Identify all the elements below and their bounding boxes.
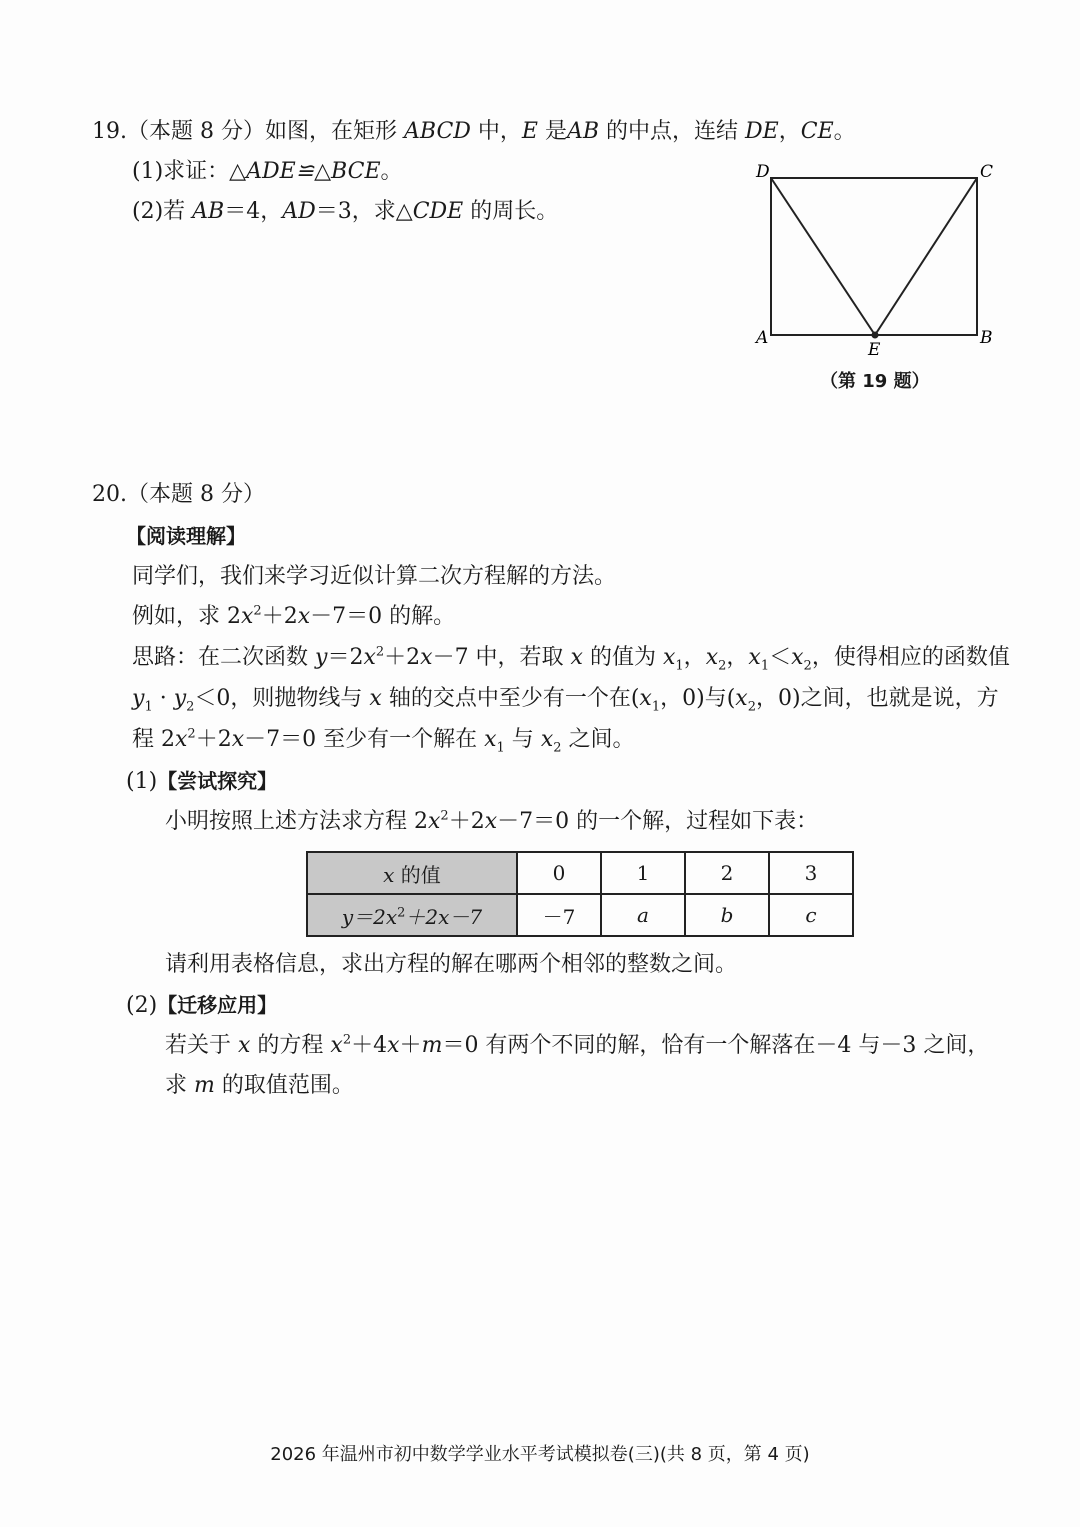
q19-figure xyxy=(748,158,1008,358)
segment-ce xyxy=(875,178,977,335)
q20-part1-heading: (1)【尝试探究】 xyxy=(126,769,278,794)
page-footer: 2026 年温州市初中数学学业水平考试模拟卷(三)(共 8 页，第 4 页) xyxy=(270,1444,810,1465)
q20-section-try: 【尝试探究】 xyxy=(157,769,278,793)
table-header-cell: $y=2x^2+2x-7$ xyxy=(307,894,517,936)
label-d: D xyxy=(756,162,770,182)
table-cell: c xyxy=(769,894,853,936)
table-cell: a xyxy=(601,894,685,936)
q20-apply-line2: 求 m 的取值范围。 xyxy=(165,1073,354,1098)
q20-try-text: 小明按照上述方法求方程 $2x^2+2x-7=0$ 的一个解，过程如下表： xyxy=(165,808,819,834)
q20-try-question: 请利用表格信息，求出方程的解在哪两个相邻的整数之间。 xyxy=(165,952,738,977)
q19-part1: (1)求证：△ADE≌△BCE。 xyxy=(132,159,403,184)
q20-idea-line1: 思路：在二次函数 $y=2x^2+2x-7$ 中，若取 x 的值为 $x_1$，$x_2$，$x_1<x_2$，使得相应的函数值 xyxy=(132,644,1010,674)
table-cell: 0 xyxy=(517,852,601,894)
table-header-cell: x 的值 xyxy=(307,852,517,894)
q19-points: （本题 8 分） xyxy=(127,119,265,144)
q20-number: 20. xyxy=(92,482,127,507)
q20-idea-line2: $y_1 \cdot y_2<0$，则抛物线与 x 轴的交点中至少有一个在($x_1$，0)与($x_2$，0)之间，也就是说，方 xyxy=(132,686,999,715)
table-cell: 1 xyxy=(601,852,685,894)
q20-section-apply: 【迁移应用】 xyxy=(157,993,278,1017)
segment-de xyxy=(771,178,875,335)
q19-figure-caption: （第 19 题） xyxy=(820,371,930,392)
q19-part2: (2)若 AB＝4，AD＝3，求△CDE 的周长。 xyxy=(132,199,559,224)
label-b: B xyxy=(980,328,993,348)
table-cell: b xyxy=(685,894,769,936)
label-e: E xyxy=(868,340,881,358)
q20-part2-heading: (2)【迁移应用】 xyxy=(126,993,278,1018)
q19-stem: 19.（本题 8 分）如图，在矩形 ABCD 中，E 是AB 的中点，连结 DE，CE。 xyxy=(92,119,856,144)
q20-header xyxy=(92,480,265,510)
values-table xyxy=(306,851,854,937)
q20-points: （本题 8 分） xyxy=(127,482,265,507)
q20-section-read: 【阅读理解】 xyxy=(126,524,246,548)
q20-intro: 同学们，我们来学习近似计算二次方程解的方法。 xyxy=(132,564,617,589)
q19-number: 19. xyxy=(92,119,127,144)
label-c: C xyxy=(980,162,994,182)
label-a: A xyxy=(756,328,769,348)
table-cell: 2 xyxy=(685,852,769,894)
q20-example: 例如，求 $2x^2+2x-7=0$ 的解。 xyxy=(132,603,456,629)
q20-idea-line3: 程 $2x^2+2x-7=0$ 至少有一个解在 $x_1$ 与 $x_2$ 之间。 xyxy=(132,726,635,756)
table-row xyxy=(307,852,853,894)
table-row xyxy=(307,894,853,936)
table-cell: 3 xyxy=(769,852,853,894)
point-e xyxy=(872,332,879,339)
rectangle-abcd xyxy=(771,178,977,335)
q20-apply-line1: 若关于 x 的方程 $x^2+4x+m=0$ 有两个不同的解，恰有一个解落在－4 与－3 之间， xyxy=(165,1032,990,1058)
table-cell: －7 xyxy=(517,894,601,936)
